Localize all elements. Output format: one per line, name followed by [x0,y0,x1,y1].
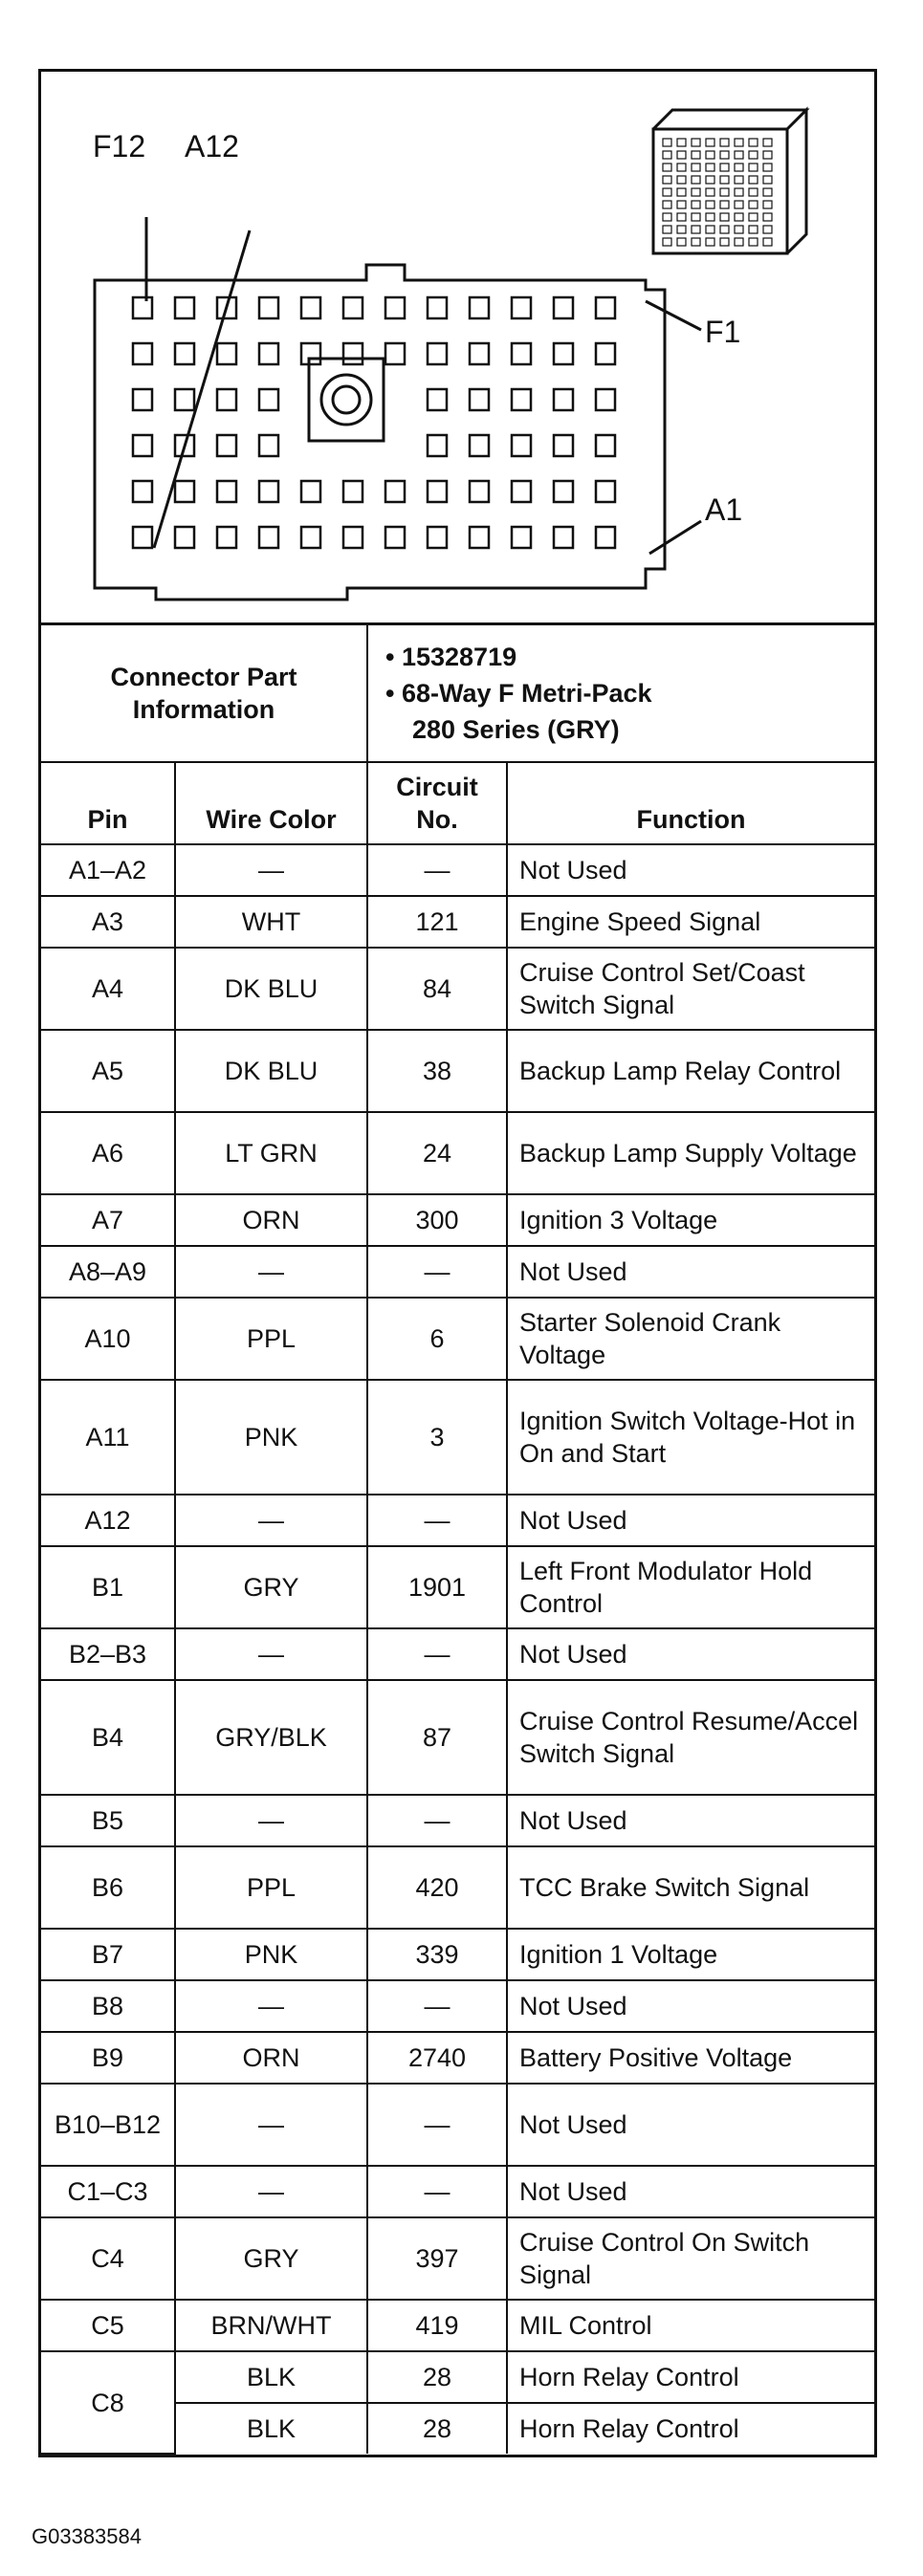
function-cell: Not Used [507,844,874,896]
connector-3d-cavity [749,226,758,233]
pin-cavity [343,343,363,364]
wire-color-cell: — [175,2166,367,2217]
function-cell: Not Used [507,1495,874,1546]
connector-3d-cavity [663,201,671,208]
wire-color-cell: ORN [175,1194,367,1246]
connector-3d-cavity [663,176,671,184]
connector-3d-cavity [763,238,772,246]
connector-3d-cavity [692,213,700,221]
pin-cavity [175,343,194,364]
function-cell: Horn Relay Control [507,2351,874,2403]
function-cell: Ignition 3 Voltage [507,1194,874,1246]
connector-3d-cavity [735,164,743,171]
wire-color-cell: — [175,2084,367,2166]
pin-cavity [259,481,278,502]
pin-cell: A3 [41,896,175,948]
pin-cavity [428,435,447,456]
function-cell: Backup Lamp Supply Voltage [507,1112,874,1194]
description-bullet: • 68-Way F Metri-Pack [385,679,652,708]
function-cell: Not Used [507,1246,874,1298]
pin-cell: A7 [41,1194,175,1246]
label-a12: A12 [185,129,239,164]
pin-cell: B7 [41,1929,175,1980]
circuit-cell: 1901 [367,1546,507,1628]
connector-3d-cavity [763,139,772,146]
connector-3d-cavity [763,151,772,159]
function-cell: Not Used [507,1628,874,1680]
connector-3d-cavity [735,139,743,146]
col-circuit-header: Circuit No. [367,763,507,844]
pin-cavity [301,297,320,318]
connector-3d-cavity [663,164,671,171]
pin-cavity [217,527,236,548]
connector-3d-cavity [663,188,671,196]
col-pin-header: Pin [41,763,175,844]
connector-3d-cavity [706,164,714,171]
label-f12: F12 [93,129,146,164]
pin-cavity [512,389,531,410]
connector-info-table [41,625,874,763]
function-cell: Not Used [507,1795,874,1846]
circuit-cell: 121 [367,896,507,948]
pin-cavity [301,343,320,364]
function-cell: TCC Brake Switch Signal [507,1846,874,1929]
pin-cavity [554,481,573,502]
pin-cell: A12 [41,1495,175,1546]
pin-cavity [175,297,194,318]
pin-cavity [175,389,194,410]
pin-cavity [470,435,489,456]
connector-3d-cavity [706,201,714,208]
pin-cavity [133,435,152,456]
connector-3d-cavity [720,238,729,246]
pin-cavity [470,527,489,548]
circuit-cell: — [367,1628,507,1680]
function-cell: Ignition 1 Voltage [507,1929,874,1980]
pin-cell: B8 [41,1980,175,2032]
wire-color-cell: — [175,1980,367,2032]
connector-3d-cavity [735,201,743,208]
connector-3d-cavity [763,164,772,171]
pin-cavity [385,297,405,318]
pin-cavity [428,527,447,548]
pin-cell: B1 [41,1546,175,1628]
pin-cavity [259,435,278,456]
connector-3d-cavity [749,164,758,171]
connector-3d-cavity [749,238,758,246]
pin-cavity [428,481,447,502]
connector-3d-cavity [706,238,714,246]
pin-cell: B10–B12 [41,2084,175,2166]
connector-3d-cavity [706,139,714,146]
pin-cavity [512,297,531,318]
wire-color-cell: PNK [175,1380,367,1495]
wire-color-cell: LT GRN [175,1112,367,1194]
pin-cell: B5 [41,1795,175,1846]
pin-cell: B2–B3 [41,1628,175,1680]
col-function-header: Function [507,763,874,844]
pin-cavity [259,389,278,410]
pin-cavity [343,297,363,318]
pin-cavity [512,527,531,548]
pin-cell: B9 [41,2032,175,2084]
pin-cavity [596,481,615,502]
pin-cell: B6 [41,1846,175,1929]
connector-3d-cavity [677,139,686,146]
connector-3d-cavity [763,176,772,184]
pin-cavity [133,389,152,410]
pin-cell: A11 [41,1380,175,1495]
function-cell: Cruise Control Set/Coast Switch Signal [507,948,874,1030]
pin-cell: A5 [41,1030,175,1112]
connector-3d-cavity [677,238,686,246]
wire-color-cell: DK BLU [175,948,367,1030]
connector-3d-cavity [720,151,729,159]
connector-3d-cavity [749,139,758,146]
function-cell: Cruise Control Resume/Accel Switch Signal [507,1680,874,1795]
pinout-table [41,763,874,2455]
pin-cavity [259,527,278,548]
circuit-cell: 24 [367,1112,507,1194]
wire-color-cell: PPL [175,1846,367,1929]
function-cell: Engine Speed Signal [507,896,874,948]
circuit-cell: — [367,2084,507,2166]
connector-3d-cavity [706,188,714,196]
pin-cavity [301,481,320,502]
function-cell: Not Used [507,2084,874,2166]
connector-3d-cavity [692,139,700,146]
connector-3d-cavity [720,226,729,233]
connector-3d-cavity [720,164,729,171]
pin-cavity [596,527,615,548]
circuit-cell: 87 [367,1680,507,1795]
pin-cavity [554,297,573,318]
function-cell: Starter Solenoid Crank Voltage [507,1298,874,1380]
connector-3d-cavity [706,176,714,184]
circuit-cell: 397 [367,2217,507,2300]
connector-3d-cavity [735,176,743,184]
pin-cell: A1–A2 [41,844,175,896]
connector-3d-cavity [720,213,729,221]
connector-3d-cavity [663,151,671,159]
pin-cavity [470,389,489,410]
pin-cell: C4 [41,2217,175,2300]
function-cell: Battery Positive Voltage [507,2032,874,2084]
pin-cavity [596,389,615,410]
figure-id: G03383584 [32,2524,142,2548]
connector-3d-cavity [677,201,686,208]
pin-cavity [470,297,489,318]
wire-color-cell: PPL [175,1298,367,1380]
connector-3d-cavity [720,188,729,196]
connector-3d-cavity [735,226,743,233]
pin-cavity [133,297,152,318]
description-line1: 68-Way F Metri-Pack [401,679,652,708]
pin-cavity [554,343,573,364]
function-cell: Ignition Switch Voltage-Hot in On and Start [507,1380,874,1495]
circuit-cell: — [367,2166,507,2217]
connector-3d-cavity [706,226,714,233]
connector-3d-cavity [677,151,686,159]
pin-cavity [217,343,236,364]
circuit-cell: — [367,1246,507,1298]
circuit-cell: 2740 [367,2032,507,2084]
circuit-cell: 420 [367,1846,507,1929]
col-wire-color-header: Wire Color [175,763,367,844]
connector-3d-cavity [663,238,671,246]
pin-cavity [596,435,615,456]
wire-color-cell: GRY [175,1546,367,1628]
connector-3d-cavity [749,188,758,196]
label-a1: A1 [705,492,743,527]
circuit-cell: 3 [367,1380,507,1495]
pin-cavity [217,481,236,502]
connector-3d-cavity [663,139,671,146]
circuit-cell: 28 [367,2351,507,2403]
connector-3d-cavity [749,213,758,221]
wire-color-cell: — [175,1795,367,1846]
connector-3d-cavity [692,188,700,196]
wire-color-cell: WHT [175,896,367,948]
connector-3d-cavity [749,176,758,184]
pin-cavity [596,343,615,364]
connector-3d-cavity [677,226,686,233]
connector-3d-cavity [720,176,729,184]
pin-cavity [512,343,531,364]
pin-cavity [259,297,278,318]
connector-3d-cavity [735,213,743,221]
pin-cavity [133,343,152,364]
connector-3d-cavity [720,139,729,146]
wire-color-cell: — [175,1495,367,1546]
connector-3d-cavity [763,226,772,233]
connector-3d-cavity [692,226,700,233]
connector-3d-cavity [692,151,700,159]
pin-cavity [470,343,489,364]
wire-color-cell: BLK [175,2351,367,2403]
part-number-bullet: • 15328719 [385,643,517,671]
connector-3d-cavity [677,213,686,221]
wire-color-cell: BRN/WHT [175,2300,367,2351]
circuit-cell: — [367,844,507,896]
wire-color-cell: GRY [175,2217,367,2300]
pin-cavity [259,343,278,364]
connector-3d-cavity [763,213,772,221]
pin-cavity [554,435,573,456]
wire-color-cell: — [175,1246,367,1298]
connector-3d-cavity [677,176,686,184]
connector-3d-cavity [677,188,686,196]
connector-3d-cavity [749,201,758,208]
circuit-cell: 84 [367,948,507,1030]
pin-cavity [428,297,447,318]
wire-color-cell: — [175,1628,367,1680]
connector-3d-cavity [692,201,700,208]
function-cell: Left Front Modulator Hold Control [507,1546,874,1628]
circuit-cell: — [367,1980,507,2032]
pin-cavity [385,527,405,548]
pin-cavity [133,481,152,502]
circuit-cell: 339 [367,1929,507,1980]
connector-3d-cavity [735,151,743,159]
connector-3d-cavity [706,151,714,159]
pin-cavity [470,481,489,502]
connector-3d-cavity [735,238,743,246]
connector-3d-cavity [663,226,671,233]
pin-cell: A10 [41,1298,175,1380]
connector-3d-cavity [663,213,671,221]
connector-3d-cavity [692,164,700,171]
connector-info-values [367,625,874,762]
function-cell: Not Used [507,1980,874,2032]
wire-color-cell: PNK [175,1929,367,1980]
wire-color-cell: GRY/BLK [175,1680,367,1795]
pin-cell: C1–C3 [41,2166,175,2217]
pin-cavity [512,435,531,456]
wire-color-cell: DK BLU [175,1030,367,1112]
pin-cavity [554,527,573,548]
connector-3d-cavity [692,238,700,246]
pin-cavity [385,481,405,502]
pin-cavity [343,527,363,548]
connector-3d-cavity [720,201,729,208]
wire-color-cell: ORN [175,2032,367,2084]
function-cell: Backup Lamp Relay Control [507,1030,874,1112]
connector-diagram [41,72,874,625]
connector-face-drawing [41,72,874,622]
pin-cavity [217,389,236,410]
pin-cell: C5 [41,2300,175,2351]
circuit-cell: 28 [367,2403,507,2454]
pin-cavity [428,389,447,410]
function-cell: Not Used [507,2166,874,2217]
connector-3d-cavity [677,164,686,171]
circuit-cell: — [367,1795,507,1846]
pin-cavity [343,481,363,502]
pin-cavity [133,527,152,548]
label-f1: F1 [705,315,741,349]
connector-3d-cavity [763,201,772,208]
pin-cavity [428,343,447,364]
connector-3d-cavity [749,151,758,159]
function-cell: Cruise Control On Switch Signal [507,2217,874,2300]
pin-cavity [596,297,615,318]
part-number: 15328719 [401,643,517,671]
pin-cavity [512,481,531,502]
pin-cell: B4 [41,1680,175,1795]
description-line2: 280 Series (GRY) [412,715,620,744]
circuit-cell: 6 [367,1298,507,1380]
circuit-cell: — [367,1495,507,1546]
connector-3d-cavity [763,188,772,196]
pin-cavity [175,481,194,502]
pin-cell: A4 [41,948,175,1030]
connector-3d-cavity [706,213,714,221]
wire-color-cell: — [175,844,367,896]
pin-cavity [175,527,194,548]
connector-info-heading: Connector Part Information [41,625,367,762]
pin-cell: A6 [41,1112,175,1194]
circuit-cell: 300 [367,1194,507,1246]
function-cell: MIL Control [507,2300,874,2351]
pin-cavity [301,527,320,548]
pin-cavity [217,435,236,456]
connector-3d-cavity [735,188,743,196]
wire-color-cell: BLK [175,2403,367,2454]
connector-document [38,69,877,2457]
circuit-cell: 38 [367,1030,507,1112]
function-cell: Horn Relay Control [507,2403,874,2454]
pin-cell: A8–A9 [41,1246,175,1298]
circuit-cell: 419 [367,2300,507,2351]
pin-cavity [554,389,573,410]
pin-cell-c8: C8 [41,2351,175,2454]
pin-cavity [385,343,405,364]
connector-3d-cavity [692,176,700,184]
